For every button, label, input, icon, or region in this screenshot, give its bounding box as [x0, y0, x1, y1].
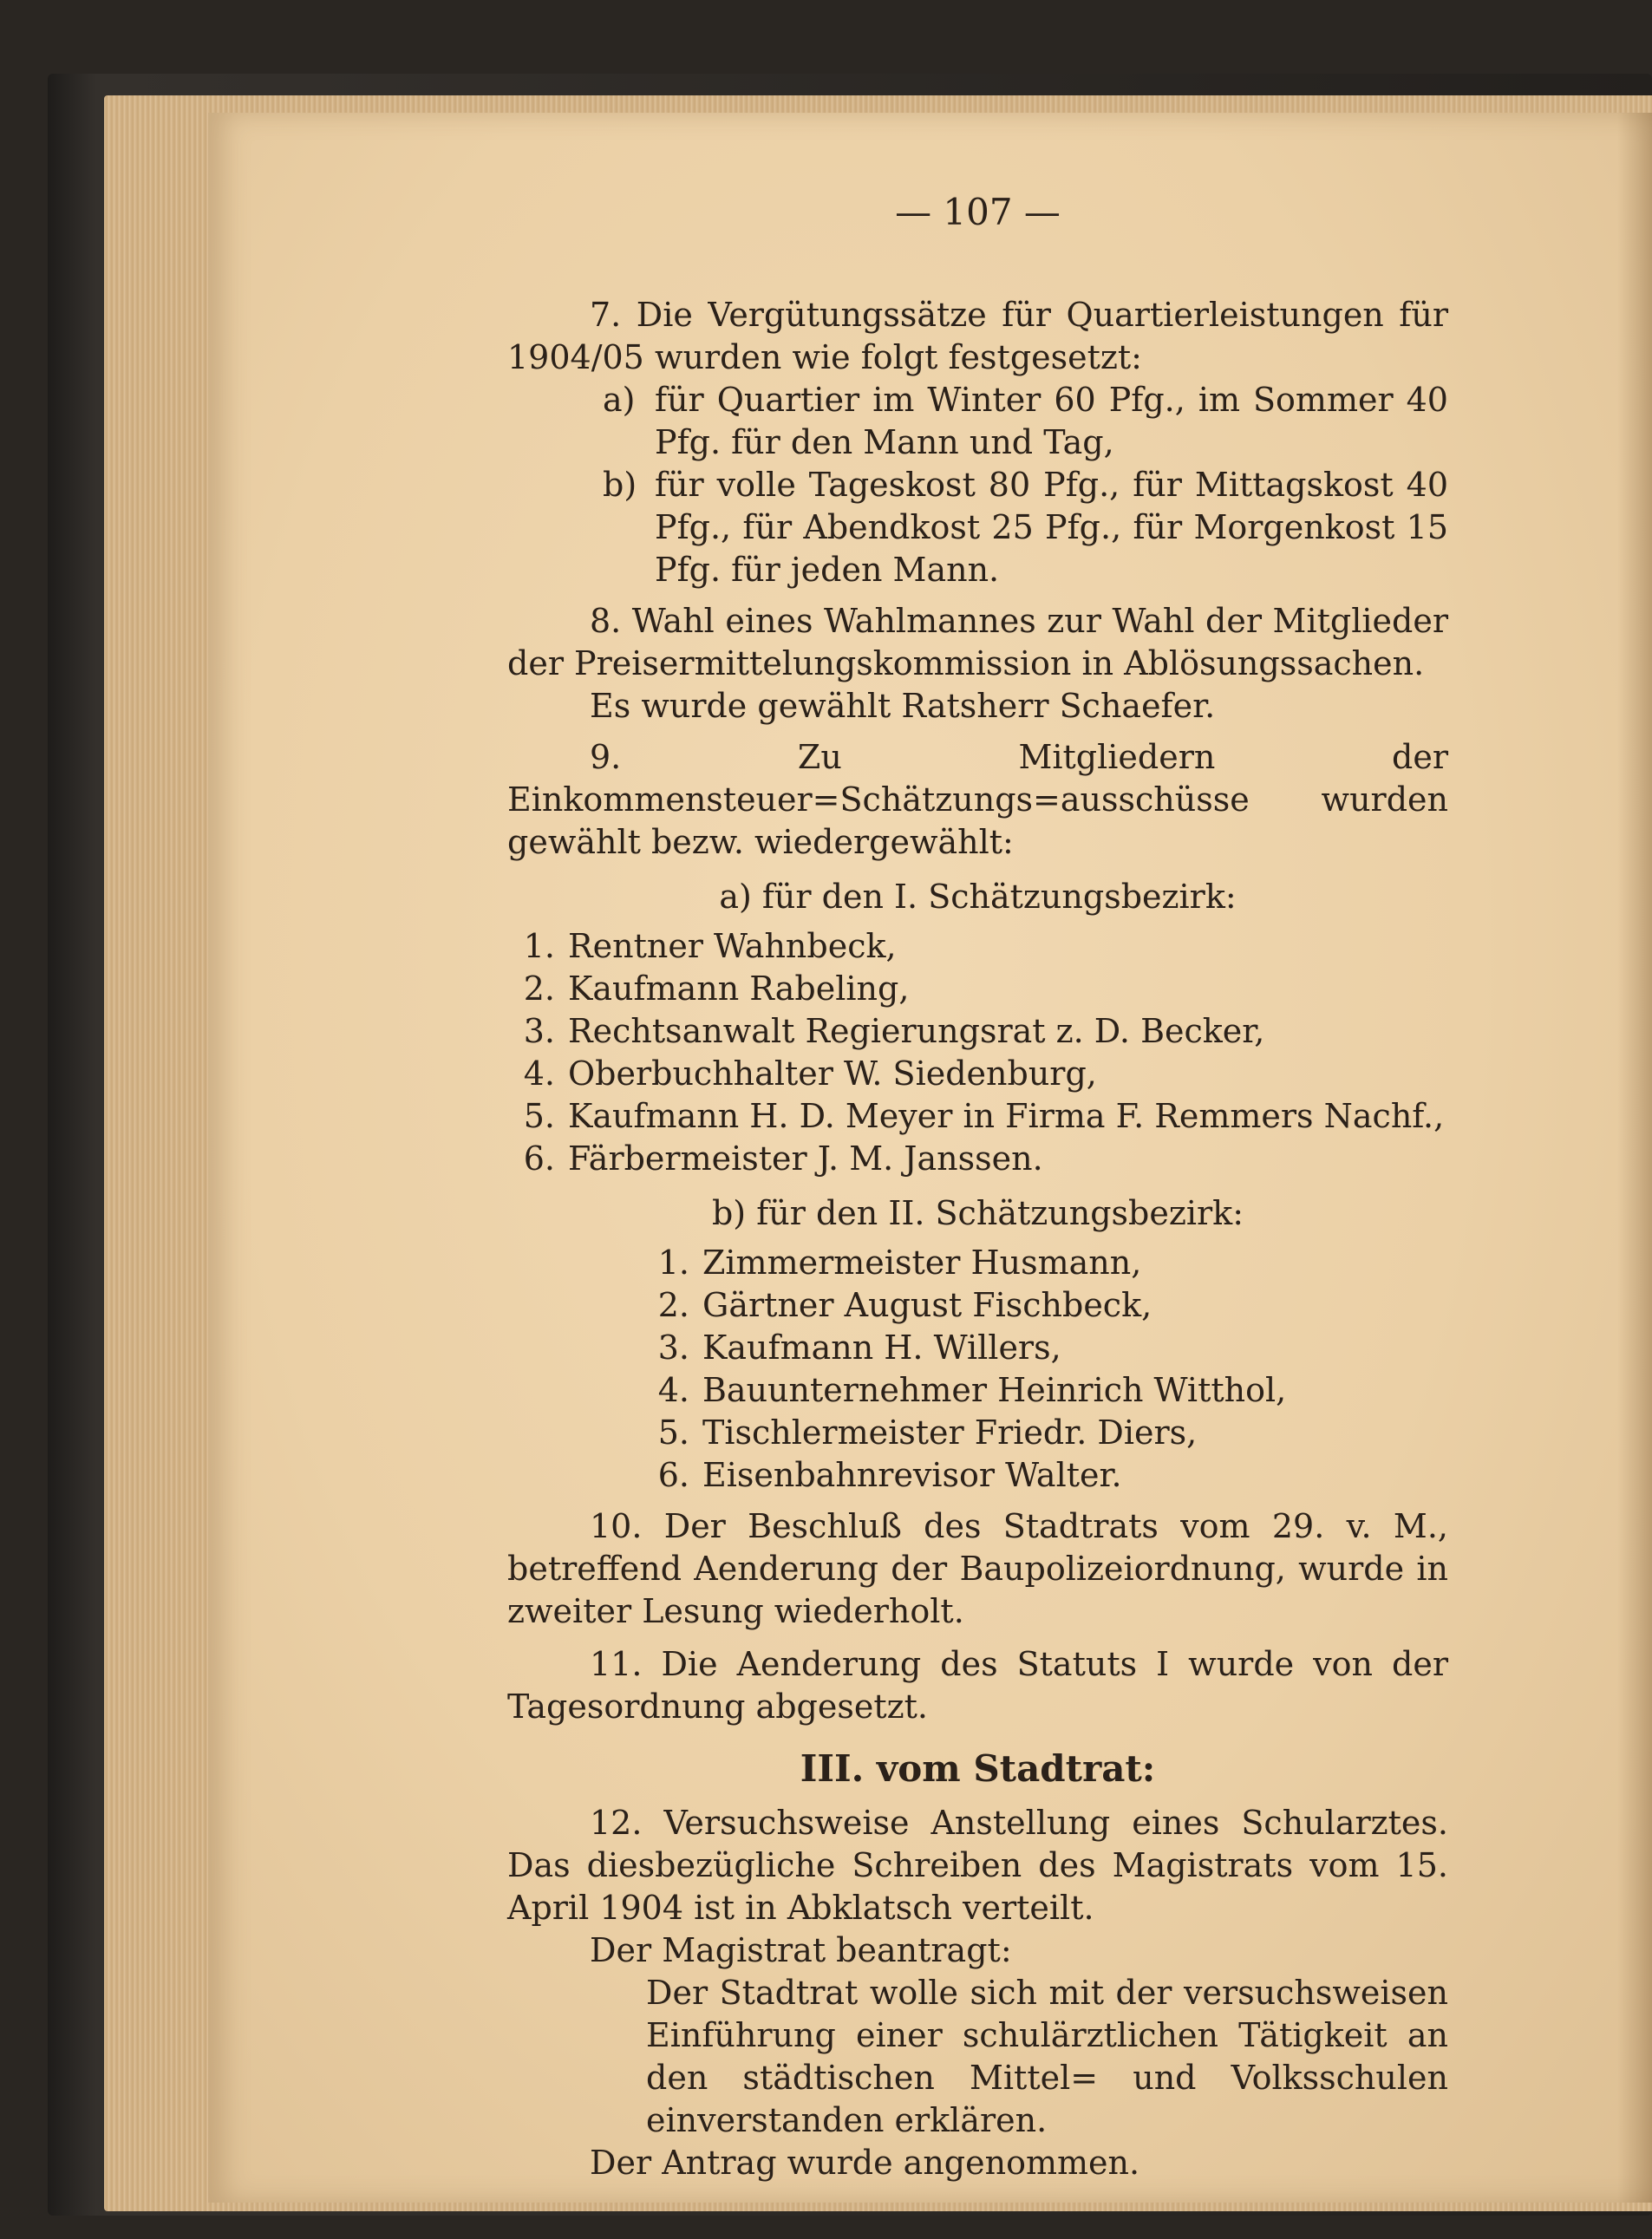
item-8-intro: 8. Wahl eines Wahlmannes zur Wahl der Mitglieder der Preisermittelungskommission in Ablösungssachen.: [507, 602, 1448, 682]
list-item: 4. Oberbuchhalter W. Siedenburg,: [523, 1054, 1097, 1093]
list-item: 4. Bauunternehmer Heinrich Witthol,: [657, 1371, 1287, 1409]
list-item: 6. Eisenbahnrevisor Walter.: [657, 1456, 1122, 1494]
item-10: 10. Der Beschluß des Stadtrats vom 29. v. M., betreffend Aenderung der Baupolizeiordnung, wurde in zweiter Lesung wiederholt.: [507, 1507, 1448, 1630]
list-item: 2. Kaufmann Rabeling,: [523, 969, 910, 1008]
item-12-motion-intro: Der Magistrat beantragt:: [590, 1931, 1012, 1969]
list-item: 5. Kaufmann H. D. Meyer in Firma F. Remmers Nachf.,: [523, 1097, 1445, 1135]
item-7-b-label: b): [603, 466, 637, 504]
list-item: 1. Zimmermeister Husmann,: [657, 1244, 1142, 1282]
item-7-intro: 7. Die Vergütungssätze für Quartierleistungen für 1904/05 wurden wie folgt festgesetzt:: [507, 296, 1448, 376]
item-8-result: Es wurde gewählt Ratsherr Schaefer.: [590, 687, 1216, 725]
item-12: 12. Versuchsweise Anstellung eines Schularztes. Das diesbezügliche Schreiben des Magistrats vom 15. April 1904 ist in Abklatsch verteilt.: [507, 1804, 1448, 1927]
list-item: 5. Tischlermeister Friedr. Diers,: [657, 1413, 1198, 1452]
item-7-b-text: für volle Tageskost 80 Pfg., für Mittagskost 40 Pfg., für Abendkost 25 Pfg., für Morgenkost 15 Pfg. für jeden Mann.: [655, 466, 1448, 589]
district-1-list: [507, 925, 1448, 1180]
district-2-list: [507, 1242, 1448, 1497]
list-item: 3. Kaufmann H. Willers,: [657, 1328, 1061, 1367]
district-2-heading: b) für den II. Schätzungsbezirk:: [711, 1194, 1244, 1232]
list-item: 1. Rentner Wahnbeck,: [523, 927, 897, 965]
item-7-a: [507, 379, 1448, 464]
list-item: 2. Gärtner August Fischbeck,: [657, 1286, 1152, 1324]
page-text: [507, 191, 1448, 2184]
page-number: — 107 —: [895, 191, 1061, 233]
list-item: 6. Färbermeister J. M. Janssen.: [523, 1139, 1043, 1178]
item-12-motion: Der Stadtrat wolle sich mit der versuchsweisen Einführung einer schulärztlichen Tätigkeit an den städtischen Mittel= und Volksschulen einverstanden erklären.: [646, 1974, 1448, 2139]
item-11: 11. Die Aenderung des Statuts I wurde von der Tagesordnung abgesetzt.: [507, 1645, 1448, 1726]
item-7-a-text: für Quartier im Winter 60 Pfg., im Sommer 40 Pfg. für den Mann und Tag,: [655, 381, 1448, 461]
district-1-heading: a) für den I. Schätzungsbezirk:: [719, 878, 1237, 916]
page-shadow: [1617, 113, 1652, 2203]
list-item: 3. Rechtsanwalt Regierungsrat z. D. Becker,: [523, 1012, 1265, 1050]
item-9-intro: 9. Zu Mitgliedern der Einkommensteuer=Schätzungs=ausschüsse wurden gewählt bezw. wiedergewählt:: [507, 738, 1448, 861]
item-12-result: Der Antrag wurde angenommen.: [590, 2144, 1140, 2182]
item-7-a-label: a): [603, 381, 636, 419]
item-7-b: [507, 464, 1448, 591]
section-heading: III. vom Stadtrat:: [800, 1747, 1156, 1790]
